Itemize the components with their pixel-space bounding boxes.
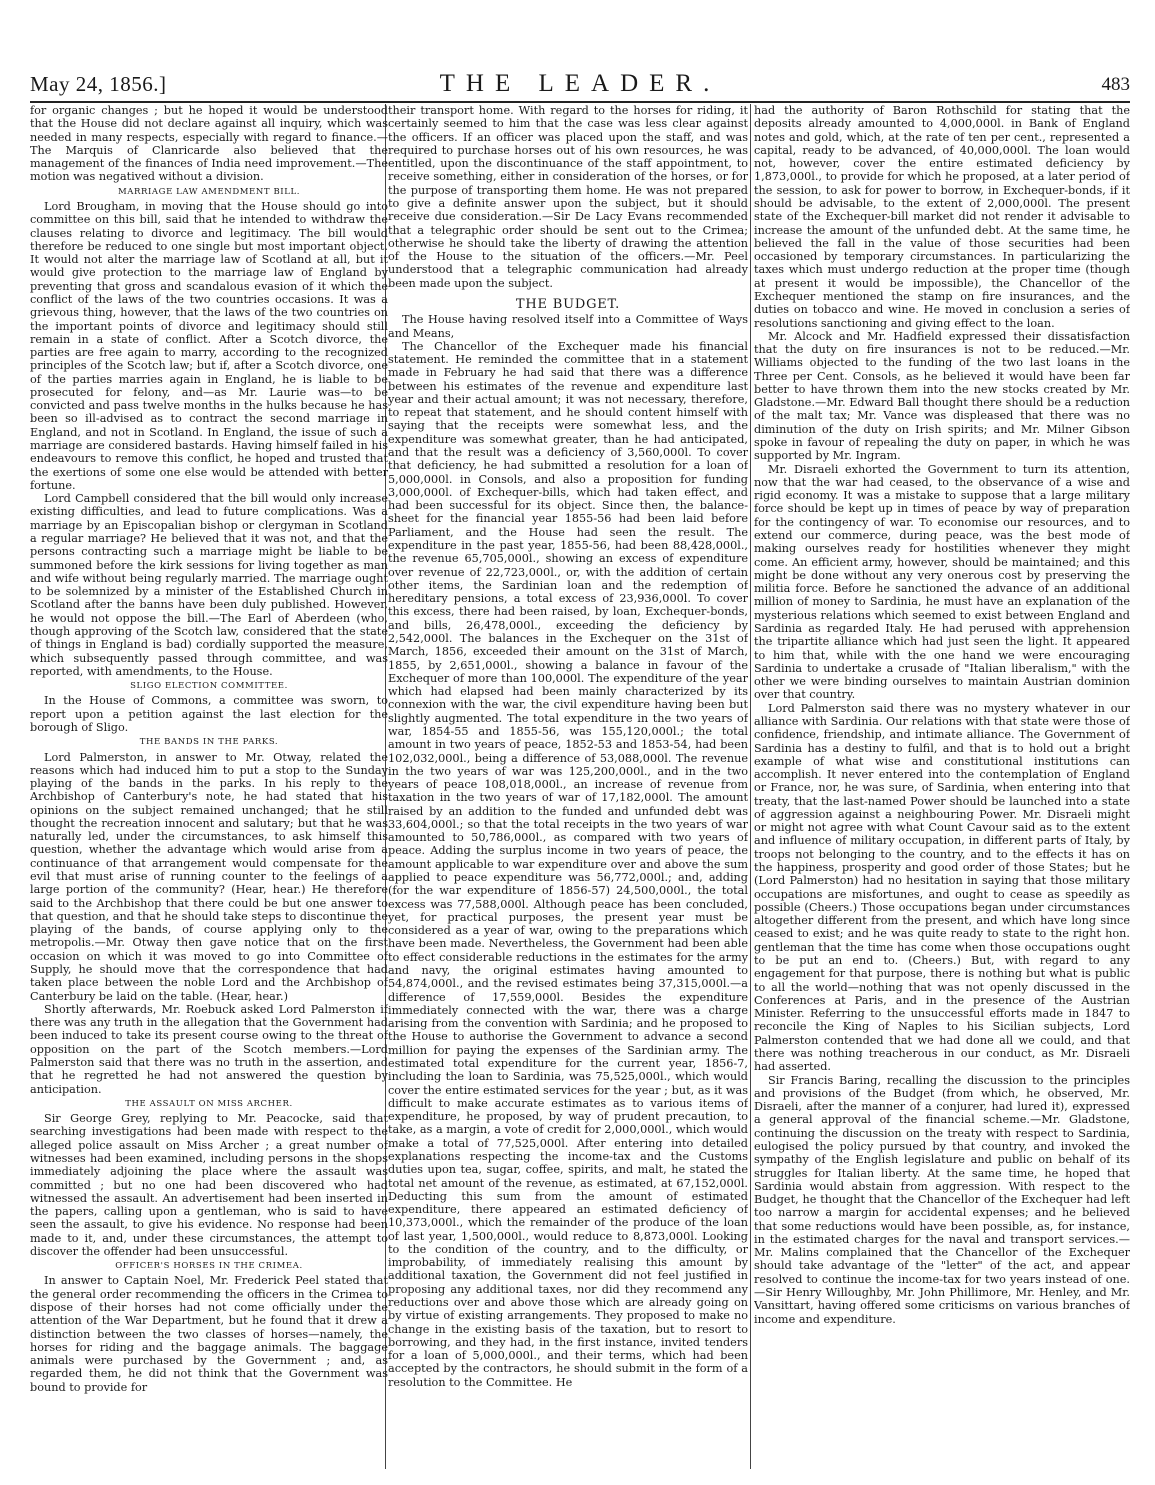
paragraph: Lord Campbell considered that the bill would only increase existing difficulties, and lead to future complications. Was a marriage by an Episcopalian bishop or clergyman in Scotland a regular marriage? He believed that it was not, and that the persons contracting such a marriage might be liable to be summoned before the kirk sessions for living together as man and wife without being regularly married. The marriage ought to be solemnized by a minister of the Established Church in Scotland after the banns have been duly published. However, he would not oppose the bill.—The Earl of Aberdeen (who, though approving of the Scotch law, considered that the state of things in England is bad) cordially supported the measure, which subsequently passed through committee, and was reported, with amendments, to the House.	[30, 492, 388, 678]
paragraph: Mr. Disraeli exhorted the Government to turn its attention, now that the war had ceased, to the observance of a wise and rigid economy. It was a mistake to suppose that a large military force should be kept up in times of peace by way of preparation for the contingency of war. To economise our resources, and to extend our commerce, during peace, was the best mode of making ourselves ready for hostilities whenever they might come. An efficient army, however, should be maintained; and this might be done without any very onerous cost by preserving the militia force. Before he sanctioned the advance of an additional million of money to Sardinia, he must have an explanation of the mysterious relations which seemed to exist between England and Sardinia as regarded Italy. He had perused with apprehension the tripartite alliance which had just seen the light. It appeared to him that, while with the one hand we were encouraging Sardinia to undertake a crusade of "Italian liberalism," with the other we were binding ourselves to maintain Austrian dominion over that country.	[754, 462, 1130, 702]
column-1	[30, 104, 388, 1469]
paragraph: Lord Brougham, in moving that the House should go into committee on this bill, said that he intended to withdraw the clauses relating to divorce and legitimacy. The bill would therefore be reduced to one single but most important object. It would not alter the marriage law of Scotland at all, but it would give protection to the marriage law of England by preventing that gross and scandalous evasion of it which the conflict of the laws of the two countries occasions. It was a grievous thing, however, that the laws of the two countries on the important points of divorce and legitimacy should still remain in a state of conflict. After a Scotch divorce, the parties are free again to marry, according to the recognized principles of the Scotch law; but if, after a Scotch divorce, one of the parties marries again in England, he is liable to be prosecuted for felony, and—as Mr. Laurie was—to be convicted and pass twelve months in the hulks because he has been so ill-advised as to contract the second marriage in England, and not in Scotland. In England, the issue of such a marriage are considered bastards. Having himself failed in his endeavours to remove this conflict, he hoped and trusted that the exertions of some one else would be attended with better fortune.	[30, 199, 388, 492]
column-3	[754, 104, 1130, 1469]
section-heading: SLIGO ELECTION COMMITTEE.	[130, 681, 288, 692]
column-divider	[750, 104, 751, 1469]
paragraph: In answer to Captain Noel, Mr. Frederick Peel stated that the general order recommending the officers in the Crimea to dispose of their horses had not come officially under the attention of the War Department, but he found that it drew a distinction between the two classes of horses—namely, the horses for riding and the baggage animals. The baggage animals were purchased by the Government ; and, as regarded them, he did not think that the Government was bound to provide for	[30, 1274, 388, 1394]
section-heading: THE BANDS IN THE PARKS.	[139, 737, 279, 748]
section-heading: THE ASSAULT ON MISS ARCHER.	[125, 1098, 293, 1109]
page-number: 483	[1101, 74, 1130, 95]
paragraph: Shortly afterwards, Mr. Roebuck asked Lord Palmerston if there was any truth in the allegation that the Government had been induced to take its present course owing to the threat of opposition on the part of the Scotch members.—Lord Palmerston said that there was no truth in the assertion, and that he regretted he had not answered the question by anticipation.	[30, 1002, 388, 1096]
paragraph: had the authority of Baron Rothschild for stating that the deposits already amounted to 4,000,000l. in Bank of England notes and gold, which, at the rate of ten per cent., represented a capital, ready to be advanced, of 40,000,000l. The loan would not, however, cover the entire estimated deficiency by 1,873,000l., to provide for which he proposed, at a later period of the session, to ask for power to borrow, in Exchequer-bonds, if it should be advisable, to the extent of 2,000,000l. The present state of the Exchequer-bill market did not render it advisable to increase the amount of the unfunded debt. At the same time, he believed the fall in the value of those securities had been occasioned by temporary circumstances. In particularizing the taxes which must undergo reduction at the proper time (though at present it would be impossible), the Chancellor of the Exchequer mentioned the stamp on fire insurances, and the duties on tobacco and wine. He moved in conclusion a series of resolutions sanctioning and giving effect to the loan.	[754, 104, 1130, 330]
column-2	[388, 104, 748, 1469]
paragraph: their transport home. With regard to the horses for riding, it certainly seemed to him that the case was less clear against the officers. If an officer was placed upon the staff, and was required to purchase horses out of his own resources, he was entitled, upon the discontinuance of the staff appointment, to receive something, either in consideration of the horses, or for the purpose of transporting them home. He was not prepared to give a definite answer upon the subject, but it should receive due consideration.—Sir De Lacy Evans recommended that a telegraphic order should be sent out to the Crimea; otherwise he should take the liberty of drawing the attention of the House to the situation of the officers.—Mr. Peel understood that a telegraphic communication had already been made upon the subject.	[388, 104, 748, 290]
masthead-title: THE LEADER.	[439, 70, 721, 97]
section-heading: OFFICER'S HORSES IN THE CRIMEA.	[115, 1261, 303, 1272]
paragraph: In the House of Commons, a committee was sworn, to report upon a petition against the last election for the borough of Sligo.	[30, 694, 388, 734]
paragraph: Mr. Alcock and Mr. Hadfield expressed their dissatisfaction that the duty on fire insurances is not to be reduced.—Mr. Williams objected to the funding of the two last loans in the Three per Cent. Consols, as he believed it would have been far better to have thrown them into the new stocks created by Mr. Gladstone.—Mr. Edward Ball thought there should be a reduction of the malt tax; Mr. Vance was displeased that there was no diminution of the duty on Irish spirits; and Mr. Milner Gibson spoke in favour of repealing the duty on paper, in which he was supported by Mr. Ingram.	[754, 329, 1130, 463]
issue-date: May 24, 1856.]	[30, 72, 167, 96]
paragraph: The House having resolved itself into a Committee of Ways and Means,	[388, 313, 748, 340]
paragraph: Sir George Grey, replying to Mr. Peacocke, said that searching investigations had been made with respect to the alleged police assault on Miss Archer ; a great number of witnesses had been examined, including persons in the shops immediately adjoining the place where the assault was committed ; but no one had been discovered who had witnessed the assault. An advertisement had been inserted in the papers, calling upon a gentleman, who is said to have seen the assault, to give his evidence. No response had been made to it, and, under these circumstances, the attempt to discover the offender had been unsuccessful.	[30, 1112, 388, 1258]
section-heading-budget: THE BUDGET.	[515, 296, 621, 312]
paragraph: for organic changes ; but he hoped it would be understood that the House did not declare against all inquiry, which was needed in many respects, especially with regard to finance.—The Marquis of Clanricarde also believed that the management of the finances of India need improvement.—The motion was negatived without a division.	[30, 104, 388, 184]
header-rule	[30, 101, 1130, 103]
paragraph: Lord Palmerston said there was no mystery whatever in our alliance with Sardinia. Our relations with that state were those of confidence, friendship, and intimate alliance. The Government of Sardinia has a destiny to fulfil, and that is to hold out a bright example of what wise and constitutional institutions can accomplish. It never entered into the contemplation of England or France, nor, he was sure, of Sardinia, when entering into that treaty, that the last-named Power should be launched into a state of aggression against a neighbouring Power. Mr. Disraeli might or might not agree with what Count Cavour said as to the extent and influence of military occupation, in different parts of Italy, by troops not belonging to the country, and to the effects it has on the happiness, prosperity and good order of those States; but he (Lord Palmerston) had no hesitation in saying that those military occupations are misfortunes, and ought to cease as speedily as possible (Cheers.) Those occupations began under circumstances altogether different from the present, and which have long since ceased to exist; and he was quite ready to state to the right hon. gentleman that the time has come when those occupations ought to be put an end to. (Cheers.) But, with regard to any engagement for that purpose, there is nothing but what is public to all the world—nothing that was not openly discussed in the Conferences at Paris, and in the presence of the Austrian Minister. Referring to the unsuccessful efforts made in 1847 to reconcile the King of Naples to his Sicilian subjects, Lord Palmerston contended that we had done all we could, and that there was nothing treacherous in our conduct, as Mr. Disraeli had asserted.	[754, 701, 1130, 1074]
paragraph: The Chancellor of the Exchequer made his financial statement. He reminded the committee that in a statement made in February he had said that there was a difference between his estimates of the revenue and expenditure last year and their actual amount; it was not necessary, therefore, to repeat that statement, and he should content himself with saying that the receipts were somewhat less, and the expenditure was somewhat greater, than he had anticipated, and that the result was a deficiency of 3,560,000l. To cover that deficiency, he had submitted a resolution for a loan of 5,000,000l. in Consols, and also a proposition for funding 3,000,000l. of Exchequer-bills, which had taken effect, and had been successful for its object. Since then, the balance-sheet for the financial year 1855-56 had been laid before Parliament, and the House had seen the result. The expenditure in the past year, 1855-56, had been 88,428,000l., the revenue 65,705,000l., showing an excess of expenditure over revenue of 22,723,000l., or, with the addition of certain other items, the Sardinian loan and the redemption of hereditary pensions, a total excess of 23,936,000l. To cover this excess, there had been raised, by loan, Exchequer-bonds, and bills, 26,478,000l., exceeding the deficiency by 2,542,000l. The balances in the Exchequer on the 31st of March, 1856, exceeded their amount on the 31st of March, 1855, by 2,651,000l., showing a balance in favour of the Exchequer of more than 100,000l. The expenditure of the year which had elapsed had been mainly characterized by its connexion with the war, the civil expenditure having been but slightly augmented. The total expenditure in the two years of war, 1854-55 and 1855-56, was 155,120,000l.; the total amount in two years of peace, 1852-53 and 1853-54, had been 102,032,000l., being a difference of 53,088,000l. The revenue in the two years of war was 125,200,000l., and in the two years of peace 108,018,000l., an increase of revenue from taxation in the two years of war of 17,182,000l. The amount raised by an addition to the funded and unfunded debt was 33,604,000l.; so that the total receipts in the two years of war amounted to 50,786,000l., as compared with two years of peace. Adding the surplus income in two years of peace, the amount applicable to war expenditure over and above the sum applied to peace expenditure was 56,772,000l.; and, adding (for the war expenditure of 1856-57) 24,500,000l., the total excess was 77,588,000l. Although peace has been concluded, yet, for practical purposes, the present year must be considered as a year of war, owing to the preparations which have been made. Nevertheless, the Government had been able to effect considerable reductions in the estimates for the army and navy, the original estimates having amounted to 54,874,000l., and the revised estimates being 37,315,000l.—a difference of 17,559,000l. Besides the expenditure immediately connected with the war, there was a charge arising from the convention with Sardinia; and he proposed to the House to authorise the Government to advance a second million for paying the expenses of the Sardinian army. The estimated total expenditure for the current year, 1856-7, including the loan to Sardinia, was 75,525,000l., which would cover the entire estimated services for the year ; but, as it was difficult to make accurate estimates as to various items of expenditure, he proposed, by way of prudent precaution, to take, as a margin, a vote of credit for 2,000,000l., which would make a total of 77,525,000l. After entering into detailed explanations respecting the income-tax and the Customs duties upon tea, sugar, coffee, spirits, and malt, he stated the total net amount of the revenue, as estimated, at 67,152,000l. Deducting this sum from the amount of estimated expenditure, there appeared an estimated deficiency of 10,373,000l., which the remainder of the produce of the loan of last year, 1,500,000l., would reduce to 8,873,000l. Looking to the condition of the country, and to the difficulty, or improbability, of immediately realising this amount by additional taxation, the Government did not feel justified in proposing any additional taxes, nor did they recommend any reductions over and above those which are already going on by virtue of existing arrangements. They proposed to make no change in the existing basis of the taxation, but to resort to borrowing, and they had, in the first instance, invited tenders for a loan of 5,000,000l., and their terms, which had been accepted by the contractors, he should submit in the form of a resolution to the Committee. He	[388, 339, 748, 1389]
paragraph: Lord Palmerston, in answer to Mr. Otway, related the reasons which had induced him to put a stop to the Sunday playing of the bands in the parks. In his reply to the Archbishop of Canterbury's note, he had stated that his opinions on the subject remained unchanged; that he still thought the recreation innocent and salutary; but that he was naturally led, under the circumstances, to ask himself this question, whether the advantage which would arise from a continuance of that arrangement would compensate for the evil that must arise of running counter to the feelings of a large portion of the community? (Hear, hear.) He therefore said to the Archbishop that there could be but one answer to that question, and that he should take steps to discontinue the playing of the bands, of course applying only to the metropolis.—Mr. Otway then gave notice that on the first occasion on which it was moved to go into Committee of Supply, he should move that the correspondence that had taken place between the noble Lord and the Archbishop of Canterbury be laid on the table. (Hear, hear.)	[30, 750, 388, 1003]
paragraph: Sir Francis Baring, recalling the discussion to the principles and provisions of the Budget (from which, he observed, Mr. Disraeli, after the manner of a conjurer, had lured it), expressed a general approval of the financial scheme.—Mr. Gladstone, continuing the discussion on the treaty with respect to Sardinia, eulogised the policy pursued by that country, and invoked the sympathy of the English legislature and public on behalf of its struggles for Italian liberty. At the same time, he hoped that Sardinia would abstain from aggression. With respect to the Budget, he thought that the Chancellor of the Exchequer had left too narrow a margin for accidental expenses; and he believed that some reductions would have been possible, as, for instance, in the estimated charges for the naval and transport services.—Mr. Malins complained that the Chancellor of the Exchequer should take advantage of the "letter" of the act, and appear resolved to continue the income-tax for two years instead of one.—Sir Henry Willoughby, Mr. John Phillimore, Mr. Henley, and Mr. Vansittart, having offered some criticisms on various branches of income and expenditure.	[754, 1073, 1130, 1326]
section-heading: MARRIAGE LAW AMENDMENT BILL.	[117, 186, 301, 197]
page-header	[30, 70, 1130, 100]
